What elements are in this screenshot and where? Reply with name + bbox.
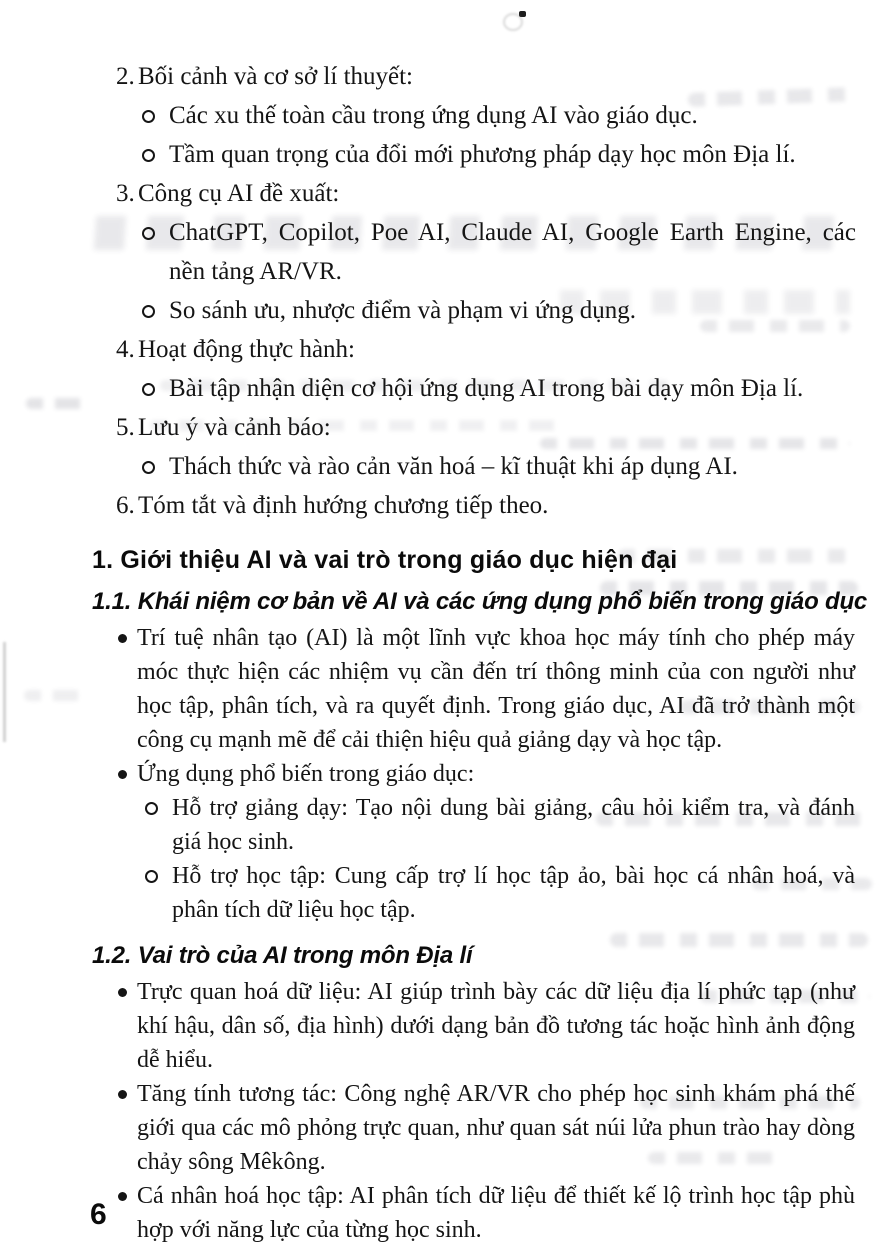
sub-bullet-text: Hỗ trợ giảng dạy: Tạo nội dung bài giảng, câu hỏi kiểm tra, và đánh giá học sinh. <box>172 795 855 855</box>
bullet-text: Trí tuệ nhân tạo (AI) là một lĩnh vực khoa học máy tính cho phép máy móc thực hiện các nhiệm vụ cần đến trí thông minh của con người như học tập, phân tích, và ra quyết định. Trong giáo dục, AI đã trở thành một công cụ mạnh mẽ để cải thiện hiệu quả giảng dạy và học tập. <box>137 625 855 753</box>
bullet-text: Cá nhân hoá học tập: AI phân tích dữ liệu để thiết kế lộ trình học tập phù hợp với năng lực của từng học sinh. <box>137 1183 855 1243</box>
circle-bullet-icon <box>142 383 155 396</box>
circle-bullet-icon <box>142 227 155 240</box>
outline-item-label: Hoạt động thực hành: <box>138 336 355 363</box>
ink-speck-halo <box>503 13 523 31</box>
sub-bullet-item <box>141 859 855 927</box>
bullet-icon <box>118 1192 127 1201</box>
bullet-icon <box>118 1090 127 1099</box>
bullet-text: Trực quan hoá dữ liệu: AI giúp trình bày các dữ liệu địa lí phức tạp (như khí hậu, dân số, địa hình) dưới dạng bản đồ tương tác hoặc hình ảnh động dễ hiểu. <box>137 979 855 1073</box>
outline-item-label: Bối cảnh và cơ sở lí thuyết: <box>138 63 413 90</box>
page-number: 6 <box>90 1198 107 1231</box>
bullet-item <box>92 757 855 791</box>
section-heading: 1. Giới thiệu AI và vai trò trong giáo dục hiện đại <box>92 546 678 574</box>
sub-bullet-text: Hỗ trợ học tập: Cung cấp trợ lí học tập ảo, bài học cá nhân hoá, và phân tích dữ liệu học tập. <box>172 863 855 923</box>
circle-bullet-icon <box>145 802 158 815</box>
subsection-heading-1-1: 1.1. Khái niệm cơ bản về AI và các ứng dụng phổ biến trong giáo dục <box>92 588 868 615</box>
bullet-icon <box>118 634 127 643</box>
circle-bullet-icon <box>142 305 155 318</box>
outline-item-number: 5. <box>116 414 135 441</box>
outline-sub-item <box>138 135 856 174</box>
outline-sub-item <box>138 369 856 408</box>
outline-item-label: Công cụ AI đề xuất: <box>138 180 340 207</box>
bullet-item <box>92 1077 855 1179</box>
outline-item <box>116 57 856 174</box>
outline-item-label: Lưu ý và cảnh báo: <box>138 414 331 441</box>
bullet-text: Tăng tính tương tác: Công nghệ AR/VR cho phép học sinh khám phá thế giới qua các mô phỏng trực quan, như quan sát núi lửa phun trào hay dòng chảy sông Mêkông. <box>137 1081 855 1175</box>
subsection-heading-1-2: 1.2. Vai trò của AI trong môn Địa lí <box>92 942 473 969</box>
bullet-item <box>92 1179 855 1247</box>
circle-bullet-icon <box>142 149 155 162</box>
bullet-item <box>92 621 855 757</box>
outline-item-number: 3. <box>116 180 135 207</box>
bullet-icon <box>118 988 127 997</box>
circle-bullet-icon <box>142 110 155 123</box>
outline-sub-text: Các xu thế toàn cầu trong ứng dụng AI vào giáo dục. <box>169 102 698 129</box>
outline-item-number: 2. <box>116 63 135 90</box>
chapter-outline-list <box>0 57 884 525</box>
outline-sub-text: Thách thức và rào cản văn hoá – kĩ thuật khi áp dụng AI. <box>169 453 738 480</box>
sub-bullet-item <box>141 791 855 859</box>
outline-item <box>116 408 856 486</box>
outline-sub-text: Tầm quan trọng của đổi mới phương pháp dạy học môn Địa lí. <box>169 141 796 168</box>
outline-item-number: 4. <box>116 336 135 363</box>
outline-item <box>116 330 856 408</box>
outline-sub-item <box>138 213 856 291</box>
bullet-icon <box>118 770 127 779</box>
outline-sub-text: ChatGPT, Copilot, Poe AI, Claude AI, Google Earth Engine, các nền tảng AR/VR. <box>169 219 856 285</box>
outline-sub-text: Bài tập nhận diện cơ hội ứng dụng AI trong bài dạy môn Địa lí. <box>169 375 804 402</box>
outline-item <box>116 174 856 330</box>
outline-item <box>116 486 856 525</box>
section-1 <box>0 543 884 1247</box>
bullet-text: Ứng dụng phổ biến trong giáo dục: <box>137 761 475 787</box>
outline-sub-item <box>138 291 856 330</box>
outline-item-label: Tóm tắt và định hướng chương tiếp theo. <box>138 492 549 519</box>
outline-sub-item <box>138 447 856 486</box>
outline-sub-item <box>138 96 856 135</box>
outline-item-number: 6. <box>116 492 135 519</box>
circle-bullet-icon <box>142 461 155 474</box>
circle-bullet-icon <box>145 870 158 883</box>
bullet-item <box>92 975 855 1077</box>
outline-sub-text: So sánh ưu, nhược điểm và phạm vi ứng dụng. <box>169 297 637 324</box>
